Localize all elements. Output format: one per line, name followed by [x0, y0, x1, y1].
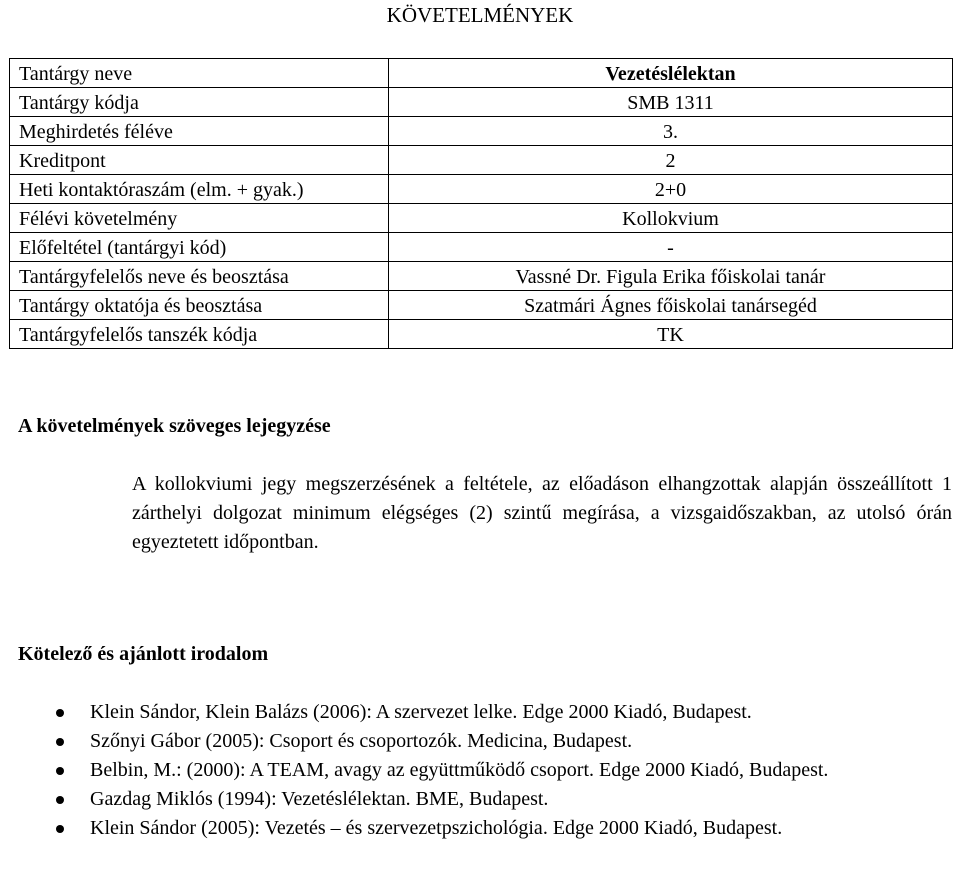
literature-list — [0, 698, 952, 843]
bullet-icon — [56, 796, 64, 804]
row-label: Tantárgy neve — [10, 59, 389, 88]
list-item — [0, 698, 952, 727]
row-value: 2+0 — [389, 175, 953, 204]
table-row — [10, 117, 953, 146]
table-row — [10, 59, 953, 88]
requirements-text: A kollokviumi jegy megszerzésének a feltétele, az előadáson elhangzottak alapján összeállított 1 zárthelyi dolgozat minimum elégséges (2) szintű megírása, a vizsgaidőszakban, az utolsó órán egyeztetett időpontban. — [132, 473, 952, 553]
row-label: Meghirdetés féléve — [10, 117, 389, 146]
table-row — [10, 320, 953, 349]
row-label: Heti kontaktóraszám (elm. + gyak.) — [10, 175, 389, 204]
list-item — [0, 756, 952, 785]
reference-text: Klein Sándor, Klein Balázs (2006): A szervezet lelke. Edge 2000 Kiadó, Budapest. — [90, 701, 752, 723]
row-value: Vassné Dr. Figula Erika főiskolai tanár — [389, 262, 953, 291]
table-row — [10, 88, 953, 117]
row-value: TK — [389, 320, 953, 349]
row-value — [389, 59, 953, 88]
bullet-icon — [56, 825, 64, 833]
row-label: Tantárgyfelelős neve és beosztása — [10, 262, 389, 291]
reference-text: Klein Sándor (2005): Vezetés – és szervezetpszichológia. Edge 2000 Kiadó, Budapest. — [90, 817, 783, 839]
row-label: Félévi követelmény — [10, 204, 389, 233]
row-label: Tantárgy oktatója és beosztása — [10, 291, 389, 320]
bullet-icon — [56, 767, 64, 775]
row-value: Kollokvium — [389, 204, 953, 233]
row-value: - — [389, 233, 953, 262]
reference-text: Belbin, M.: (2000): A TEAM, avagy az együttműködő csoport. Edge 2000 Kiadó, Budapest. — [90, 759, 829, 781]
row-value: 3. — [389, 117, 953, 146]
row-label: Kreditpont — [10, 146, 389, 175]
literature-heading: Kötelező és ajánlott irodalom — [18, 643, 269, 665]
row-value: SMB 1311 — [389, 88, 953, 117]
row-value: 2 — [389, 146, 953, 175]
table-row — [10, 175, 953, 204]
list-item — [0, 814, 952, 843]
requirements-heading: A követelmények szöveges lejegyzése — [18, 415, 331, 437]
row-label: Előfeltétel (tantárgyi kód) — [10, 233, 389, 262]
table-row — [10, 233, 953, 262]
course-info-table — [9, 58, 953, 349]
table-row — [10, 146, 953, 175]
table-row — [10, 204, 953, 233]
reference-text: Szőnyi Gábor (2005): Csoport és csoportozók. Medicina, Budapest. — [90, 730, 633, 752]
row-label: Tantárgyfelelős tanszék kódja — [10, 320, 389, 349]
list-item — [0, 727, 952, 756]
document-title: KÖVETELMÉNYEK — [386, 3, 574, 27]
bullet-icon — [56, 709, 64, 717]
list-item — [0, 785, 952, 814]
table-row — [10, 262, 953, 291]
course-name: Vezetéslélektan — [605, 63, 736, 85]
table-row — [10, 291, 953, 320]
bullet-icon — [56, 738, 64, 746]
reference-text: Gazdag Miklós (1994): Vezetéslélektan. BME, Budapest. — [90, 788, 549, 810]
row-value: Szatmári Ágnes főiskolai tanársegéd — [389, 291, 953, 320]
row-label: Tantárgy kódja — [10, 88, 389, 117]
